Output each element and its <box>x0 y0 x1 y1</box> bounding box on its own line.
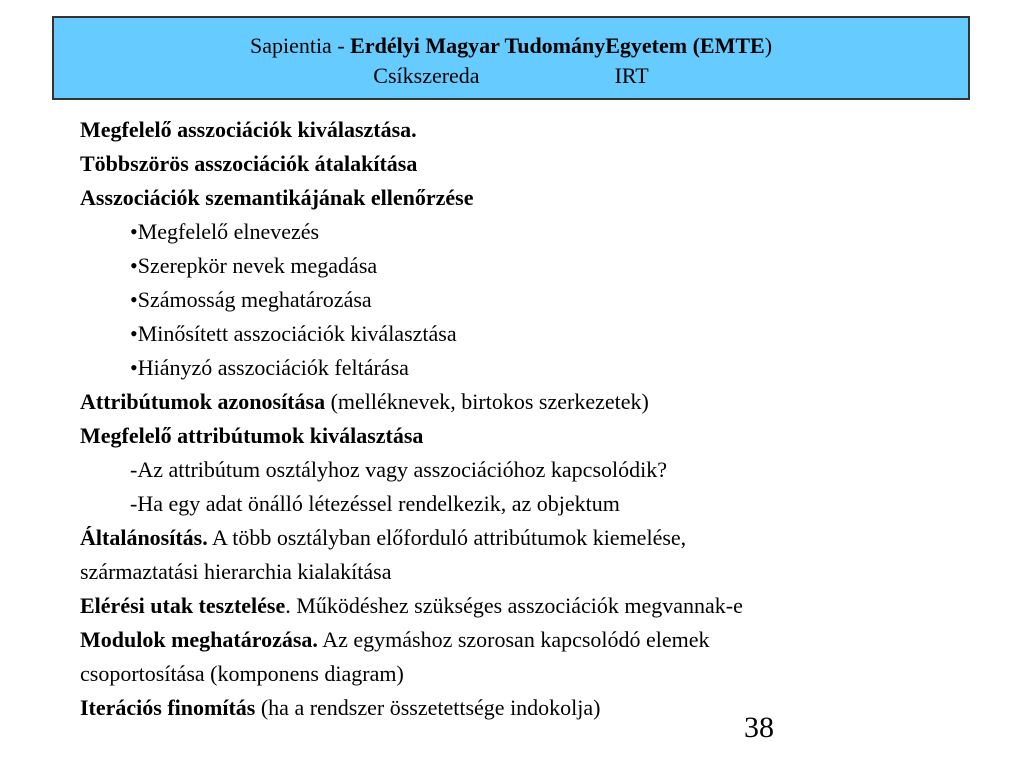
slide-header <box>52 16 970 100</box>
text: •Minősített asszociációk kiválasztása <box>130 321 457 346</box>
bold-text: Általánosítás. <box>80 525 208 550</box>
bold-text: Iterációs finomítás <box>80 695 256 720</box>
sub-item <box>80 249 1000 283</box>
body-line <box>80 589 1000 623</box>
bold-text: Asszociációk szemantikájának ellenőrzése <box>80 185 474 210</box>
page-number: 38 <box>744 711 774 744</box>
text: . Működéshez szükséges asszociációk megvannak-e <box>285 593 743 618</box>
header-dept: IRT <box>614 63 649 88</box>
text: -Ha egy adat önálló létezéssel rendelkezik, az objektum <box>130 491 620 516</box>
sub-item <box>80 351 1000 385</box>
sub-item <box>80 215 1000 249</box>
body-line <box>80 657 1000 691</box>
header-city: Csíkszereda <box>373 63 480 88</box>
slide-body <box>80 113 1000 725</box>
text: A több osztályban előforduló attribútumok kiemelése, <box>207 525 687 550</box>
body-line <box>80 623 1000 657</box>
header-line-2 <box>54 61 968 91</box>
body-line <box>80 385 1000 419</box>
sub-item <box>80 283 1000 317</box>
text: •Számosság meghatározása <box>130 287 372 312</box>
text: •Hiányzó asszociációk feltárása <box>130 355 409 380</box>
bold-text: Elérési utak tesztelése <box>80 593 286 618</box>
sub-item <box>80 487 1000 521</box>
sub-item <box>80 453 1000 487</box>
text: (melléknevek, birtokos szerkezetek) <box>325 389 649 414</box>
text: csoportosítása (komponens diagram) <box>80 661 404 686</box>
text: Az egymáshoz szorosan kapcsolódó elemek <box>317 627 710 652</box>
text: (ha a rendszer összetettsége indokolja) <box>255 695 601 720</box>
body-line <box>80 181 1000 215</box>
sub-item <box>80 317 1000 351</box>
bold-text: Attribútumok azonosítása <box>80 389 326 414</box>
text: származtatási hierarchia kialakítása <box>80 559 392 584</box>
header-prefix: Sapientia - <box>249 33 351 58</box>
bold-text: Megfelelő attribútumok kiválasztása <box>80 423 424 448</box>
header-suffix: ) <box>764 33 773 58</box>
bold-text: Többszörös asszociációk átalakítása <box>80 151 418 176</box>
bold-text: Megfelelő asszociációk kiválasztása. <box>80 117 417 142</box>
body-line <box>80 555 1000 589</box>
body-line <box>80 419 1000 453</box>
body-line <box>80 691 1000 725</box>
text: •Szerepkör nevek megadása <box>130 253 378 278</box>
body-line <box>80 147 1000 181</box>
header-university: Erdélyi Magyar TudományEgyetem (EMTE <box>350 33 765 58</box>
header-line-1 <box>54 31 968 61</box>
body-line <box>80 113 1000 147</box>
text: -Az attribútum osztályhoz vagy asszociációhoz kapcsolódik? <box>130 457 667 482</box>
bold-text: Modulok meghatározása. <box>80 627 318 652</box>
body-line <box>80 521 1000 555</box>
text: •Megfelelő elnevezés <box>130 219 320 244</box>
